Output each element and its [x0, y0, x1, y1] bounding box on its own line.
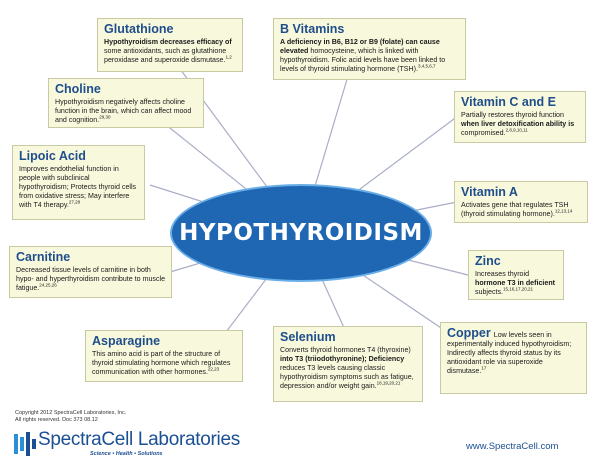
node-text-after: reduces T3 levels causing classic hypothyroidism symptoms such as fatigue, depression and/or weight gain. [280, 364, 414, 390]
node-title: Choline [55, 82, 101, 96]
node-vitamin-a [454, 181, 588, 223]
node-title: Lipoic Acid [19, 149, 86, 163]
node-title: Asparagine [92, 334, 161, 348]
node-title: B Vitamins [280, 22, 345, 36]
company-tagline: Science • Health • Solutions [90, 451, 163, 457]
website-link[interactable]: www.SpectraCell.com [466, 441, 559, 452]
hub-label: HYPOTHYROIDISM [179, 220, 423, 246]
node-title: Zinc [475, 254, 501, 268]
node-title: Carnitine [16, 250, 71, 264]
node-title: Glutathione [104, 22, 174, 36]
node-vitamin-c-e [454, 91, 586, 143]
node-refs: 24,25,26 [39, 282, 57, 288]
node-text: Hypothyroidism negatively affects choline function in the brain, which can affect mood and cognition. [55, 98, 192, 124]
node-text: Converts thyroid hormones T4 (thyroxine) [280, 346, 411, 354]
node-refs: 1,2 [225, 54, 232, 60]
node-text: Improves endothelial function in people with subclinical hypothyroidism; Protects thyroid cells from oxidative stress; May interfere with T4 therapy. [19, 165, 137, 209]
node-title: Vitamin C and E [461, 95, 556, 109]
node-bold-text: Hypothyroidism decreases efficacy of [104, 38, 232, 46]
node-bold-text: hormone T3 in deficient [475, 279, 556, 287]
node-text: This amino acid is part of the structure of thyroid stimulating hormone which regulates communication with other hormones. [92, 350, 231, 376]
node-bold-text: into T3 (triiodothyronine); Deficiency [280, 355, 405, 363]
node-title: Copper [447, 326, 491, 340]
node-bold-text: when liver detoxification ability is [461, 120, 575, 128]
node-refs: 12,13,14 [554, 208, 573, 214]
copyright-notice [15, 410, 126, 424]
node-text: Low levels seen in experimentally induced hypothyroidism; Indirectly affects thyroid status by its antioxidant role via superoxide dismutase. [447, 331, 572, 375]
node-title: Vitamin A [461, 185, 518, 199]
node-glutathione [97, 18, 243, 72]
node-refs: 29,30 [99, 114, 111, 120]
hypothyroidism-hub [170, 184, 432, 282]
node-bold-text: A deficiency in B6, B12 or B9 (folate) can cause elevated [280, 38, 440, 55]
node-refs: 3,4,5,6,7 [418, 63, 436, 69]
spectracell-logo-icon [14, 432, 36, 456]
node-b-vitamins [273, 18, 466, 80]
node-refs: 22,23 [207, 366, 220, 372]
node-lipoic-acid [12, 145, 145, 220]
node-copper [440, 322, 587, 394]
node-title: Selenium [280, 330, 336, 344]
node-choline [48, 78, 204, 128]
node-refs: 27,28 [68, 199, 81, 205]
node-refs: 18,19,20,21 [376, 380, 401, 386]
node-text: Increases thyroid [475, 270, 530, 278]
node-refs: 2,8,9,10,11 [505, 127, 528, 133]
node-refs: 15,16,17,20,21 [503, 286, 534, 292]
node-text-after: compromised. [461, 129, 506, 137]
node-text: Decreased tissue levels of carnitine in both hypo- and hyperthyroidism contribute to muscle fatigue. [16, 266, 166, 292]
node-selenium [273, 326, 423, 402]
node-refs: 17 [481, 365, 487, 371]
company-name: SpectraCell Laboratories [38, 429, 240, 450]
node-text: Partially restores thyroid function [461, 111, 564, 119]
node-zinc [468, 250, 564, 300]
copyright-line-1: Copyright 2012 SpectraCell Laboratories, Inc. [15, 410, 127, 416]
node-asparagine [85, 330, 243, 382]
node-text: Activates gene that regulates TSH (thyroid stimulating hormone). [461, 201, 569, 218]
node-carnitine [9, 246, 172, 298]
node-text-after: subjects. [475, 288, 503, 296]
footer [0, 425, 600, 463]
copyright-line-2: All rights reserved. Doc 373 08.12 [15, 417, 98, 423]
node-text: homocysteine, which is linked with hypothyroidism. Folic acid levels have been linked to levels of thyroid stimulating hormone (TSH). [280, 47, 446, 73]
node-text: some antioxidants, such as glutathione peroxidase and superoxide dismutase. [104, 47, 227, 64]
